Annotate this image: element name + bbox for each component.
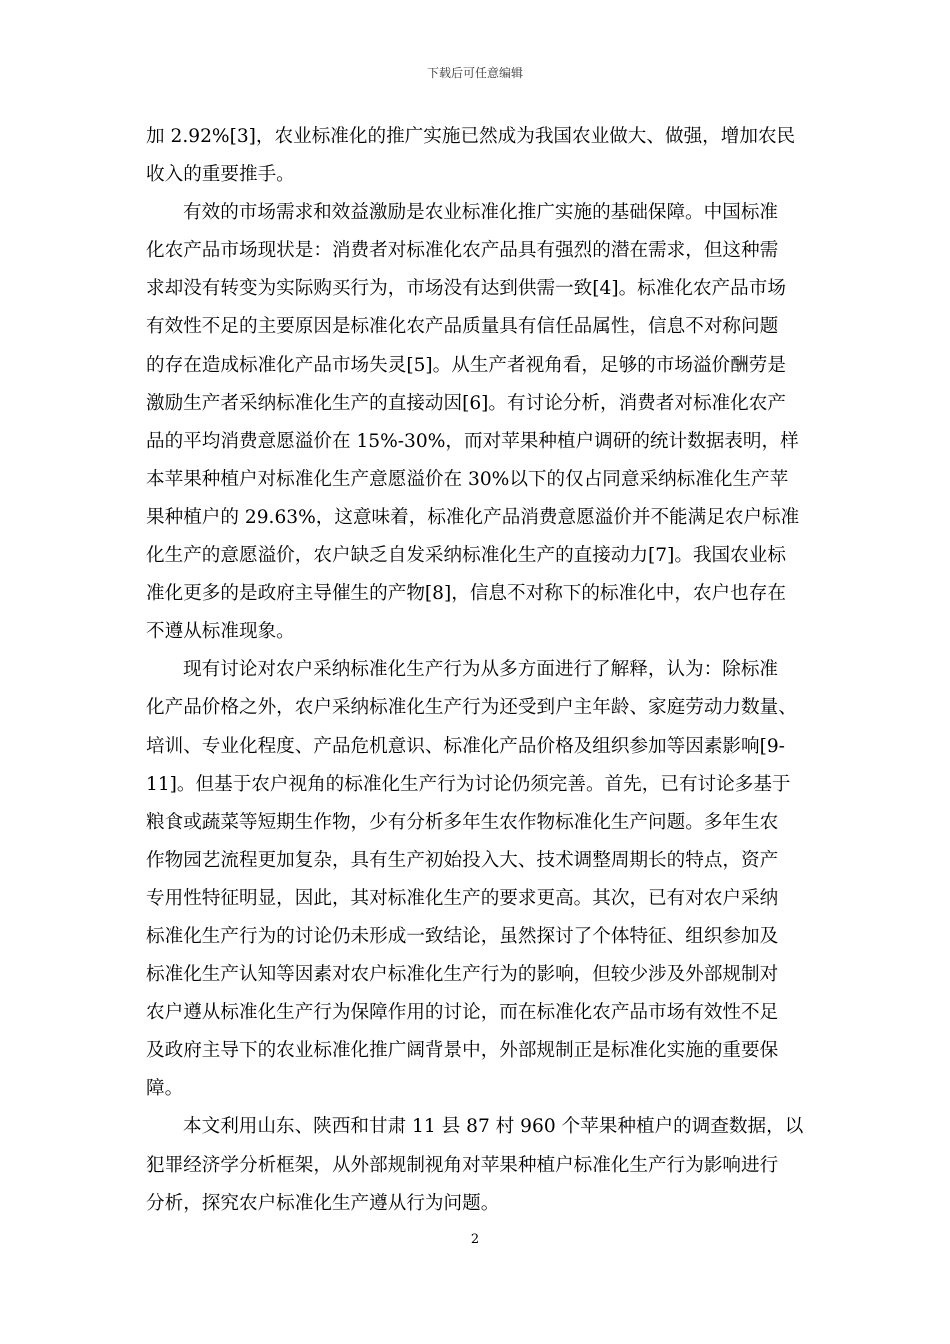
text-line: 品的平均消费意愿溢价在 15%-30%，而对苹果种植户调研的统计数据表明，样: [146, 430, 799, 452]
text-line: 化农产品市场现状是：消费者对标准化农产品具有强烈的潜在需求，但这种需: [146, 240, 779, 262]
text-line: 果种植户的 29.63%，这意味着，标准化产品消费意愿溢价并不能满足农户标准: [146, 506, 800, 528]
text-line: 粮食或蔬菜等短期生作物，少有分析多年生农作物标准化生产问题。多年生农: [146, 811, 779, 833]
text-line: 本苹果种植户对标准化生产意愿溢价在 30%以下的仅占同意采纳标准化生产苹: [146, 468, 789, 490]
text-line: 加 2.92%[3]，农业标准化的推广实施已然成为我国农业做大、做强，增加农民: [146, 126, 796, 147]
text-line: 11]。但基于农户视角的标准化生产行为讨论仍须完善。首先，已有讨论多基于: [146, 773, 791, 795]
text-line: 犯罪经济学分析框架，从外部规制视角对苹果种植户标准化生产行为影响进行: [146, 1154, 779, 1176]
text-line: 准化更多的是政府主导催生的产物[8]，信息不对称下的标准化中，农户也存在: [146, 583, 786, 605]
text-line: 专用性特征明显，因此，其对标准化生产的要求更高。其次，已有对农户采纳: [146, 887, 779, 909]
text-line: 求却没有转变为实际购买行为，市场没有达到供需一致[4]。标准化农产品市场: [146, 278, 786, 300]
text-line: 标准化生产行为的讨论仍未形成一致结论，虽然探讨了个体特征、组织参加及: [146, 925, 779, 947]
page-header: 下载后可任意编辑: [426, 66, 523, 80]
text-line: 障。: [146, 1078, 184, 1100]
text-line: 标准化生产认知等因素对农户标准化生产行为的影响，但较少涉及外部规制对: [146, 964, 779, 986]
page-number: 2: [470, 1232, 480, 1247]
text-line: 分析，探究农户标准化生产遵从行为问题。: [146, 1192, 500, 1214]
paragraph-first-line: 现有讨论对农户采纳标准化生产行为从多方面进行了解释，认为：除标准: [183, 659, 779, 681]
text-line: 收入的重要推手。: [146, 164, 295, 186]
text-line: 的存在造成标准化产品市场失灵[5]。从生产者视角看，足够的市场溢价酬劳是: [146, 354, 786, 376]
text-line: 有效性不足的主要原因是标准化农产品质量具有信任品属性，信息不对称问题: [146, 316, 779, 338]
text-line: 农户遵从标准化生产行为保障作用的讨论，而在标准化农产品市场有效性不足: [146, 1002, 779, 1024]
paragraph-first-line: 本文利用山东、陕西和甘肃 11 县 87 村 960 个苹果种植户的调查数据，以: [183, 1116, 804, 1138]
text-line: 化生产的意愿溢价，农户缺乏自发采纳标准化生产的直接动力[7]。我国农业标: [146, 545, 786, 567]
text-line: 化产品价格之外，农户采纳标准化生产行为还受到户主年龄、家庭劳动力数量、: [146, 697, 797, 719]
body-text: [146, 118, 810, 1223]
paragraph-first-line: 有效的市场需求和效益激励是农业标准化推广实施的基础保障。中国标准: [183, 202, 779, 224]
text-line: 及政府主导下的农业标准化推广阔背景中，外部规制正是标准化实施的重要保: [146, 1040, 779, 1062]
text-line: 激励生产者采纳标准化生产的直接动因[6]。有讨论分析，消费者对标准化农产: [146, 392, 786, 414]
text-line: 培训、专业化程度、产品危机意识、标准化产品价格及组织参加等因素影响[9-: [146, 735, 785, 757]
text-line: 不遵从标准现象。: [146, 621, 295, 643]
text-line: 作物园艺流程更加复杂，具有生产初始投入大、技术调整周期长的特点，资产: [146, 849, 779, 871]
